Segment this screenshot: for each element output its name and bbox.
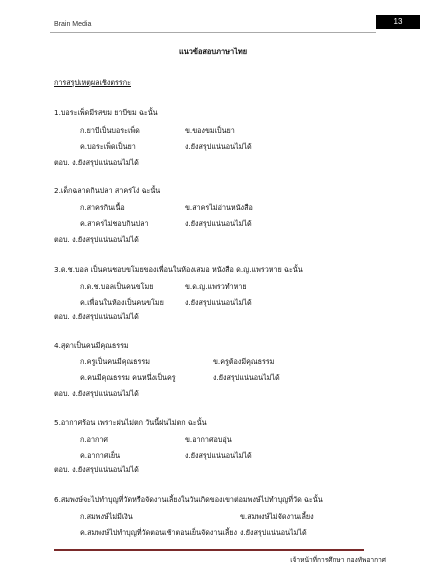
q6-option-c: ค.สมพงษ์ไปทำบุญที่วัดตอนเช้าตอนเย็นจัดงานเลี้ยง [80, 528, 237, 537]
section-subtitle: การสรุปเหตุผลเชิงตรรกะ [54, 78, 131, 87]
footer-divider [54, 549, 364, 551]
q1-option-a: ก.ยาบีเป็นบอระเพ็ด [80, 126, 140, 135]
q6-option-d: ง.ยังสรุปแน่นอนไม่ได้ [240, 528, 307, 537]
q3-option-c: ค.เพื่อนในห้องเป็นคนขโมย [80, 298, 164, 307]
q3-option-d: ง.ยังสรุปแน่นอนไม่ได้ [185, 298, 252, 307]
question-1: 1.บอระเพ็ดมีรสขม ยาบีขม ฉะนั้น [54, 108, 158, 117]
q4-option-c: ค.คนมีคุณธรรม คนหนึ่งเป็นครู [80, 373, 176, 382]
question-5: 5.อากาศร้อน เพราะฝนไม่ตก วันนี้ฝนไม่ตก ฉะนั้น [54, 418, 207, 427]
question-6: 6.สมพงษ์จะไปทำบุญที่วัดหรือจัดงานเลี้ยงในวันเกิดของเขาต่อมพงษ์ไปทำบุญที่วัด ฉะนั้น [54, 495, 323, 504]
q5-option-a: ก.อากาศ [80, 435, 108, 444]
q5-option-c: ค.อากาศเย็น [80, 451, 120, 460]
footer-text: เจ้าหน้าที่การศึกษา กองทัพอากาศ [290, 556, 386, 564]
q5-answer: ตอบ. ง.ยังสรุปแน่นอนไม่ได้ [54, 465, 139, 474]
header-divider [50, 32, 376, 33]
q3-option-b: ข.ด.ญ.แพรวทำหาย [185, 282, 247, 291]
question-2: 2.เด็กฉลาดกินปลา สาคร่โง่ ฉะนั้น [54, 186, 161, 195]
brand-header: Brain Media [54, 21, 92, 28]
q2-answer: ตอบ. ง.ยังสรุปแน่นอนไม่ได้ [54, 235, 139, 244]
page-number: 13 [376, 15, 420, 29]
question-3: 3.ด.ช.บอล เป็นคนชอบขโมยของเพื่อนในห้องเสมอ หนังสือ ด.ญ.แพรวหาย ฉะนั้น [54, 265, 303, 274]
q1-option-d: ง.ยังสรุปแน่นอนไม่ได้ [185, 142, 252, 151]
page-title: แนวข้อสอบภาษาไทย [178, 47, 248, 56]
q2-option-d: ง.ยังสรุปแน่นอนไม่ได้ [185, 219, 252, 228]
question-4: 4.สุดาเป็นคนมีคุณธรรม [54, 341, 129, 350]
q1-option-b: ข.ของขมเป็นยา [185, 126, 235, 135]
q4-option-a: ก.ครูเป็นคนมีคุณธรรม [80, 357, 151, 366]
q5-option-b: ข.อากาศอบอุ่น [185, 435, 232, 444]
q5-option-d: ง.ยังสรุปแน่นอนไม่ได้ [185, 451, 252, 460]
q3-answer: ตอบ. ง.ยังสรุปแน่นอนไม่ได้ [54, 312, 139, 321]
q1-option-c: ค.บอระเพ็ดเป็นยา [80, 142, 136, 151]
q1-answer: ตอบ. ง.ยังสรุปแน่นอนไม่ได้ [54, 158, 139, 167]
q4-option-d: ง.ยังสรุปแน่นอนไม่ได้ [213, 373, 280, 382]
q4-option-b: ข.ครูต้องมีคุณธรรม [213, 357, 275, 366]
q3-option-a: ก.ด.ช.บอลเป็นคนขโมย [80, 282, 154, 291]
q2-option-a: ก.สาครกินเนื้อ [80, 203, 125, 212]
q2-option-c: ค.สาครไม่ชอบกินปลา [80, 219, 149, 228]
q4-answer: ตอบ. ง.ยังสรุปแน่นอนไม่ได้ [54, 389, 139, 398]
q2-option-b: ข.สาครไม่อ่านหนังสือ [185, 203, 253, 212]
q6-option-b: ข.สมพงษ์ไม่จัดงานเลี้ยง [240, 512, 314, 521]
q6-option-a: ก.สมพงษ์ไม่มีเงิน [80, 512, 133, 521]
